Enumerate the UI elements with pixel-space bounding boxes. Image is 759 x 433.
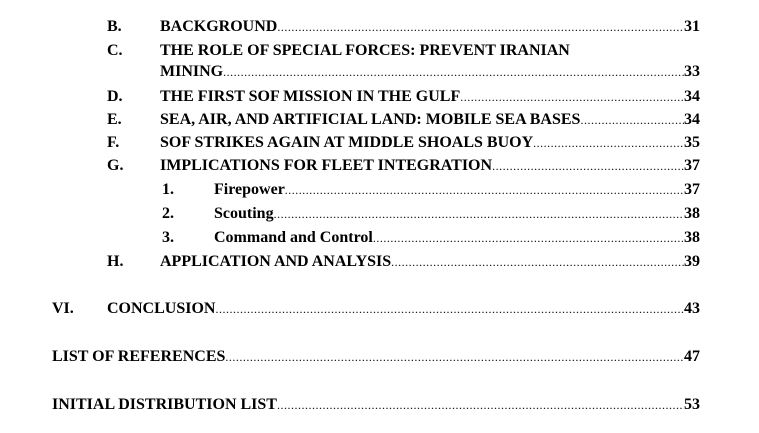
dot-leader xyxy=(492,159,684,173)
toc-chapter-title: CONCLUSION xyxy=(107,300,216,317)
dot-leader xyxy=(533,136,684,150)
dot-leader xyxy=(225,350,684,364)
dot-leader xyxy=(373,231,684,245)
toc-backmatter-title: LIST OF REFERENCES xyxy=(52,348,226,365)
toc-entry-page: 35 xyxy=(684,134,700,151)
toc-entry-page: 39 xyxy=(684,253,700,270)
toc-entry-h xyxy=(160,252,700,272)
toc-backmatter-page: 47 xyxy=(684,348,700,365)
toc-entry-c xyxy=(160,62,700,82)
toc-list-of-references xyxy=(52,347,700,367)
toc-entry-number: G. xyxy=(107,157,124,174)
toc-entry-b xyxy=(160,17,700,37)
toc-subentry-number: 3. xyxy=(162,229,174,246)
toc-entry-title: THE FIRST SOF MISSION IN THE GULF xyxy=(160,88,461,105)
toc-subentry-title: Scouting xyxy=(214,205,274,222)
dot-leader xyxy=(285,183,684,197)
toc-backmatter-title: INITIAL DISTRIBUTION LIST xyxy=(52,396,277,413)
toc-subentry-page: 38 xyxy=(684,229,700,246)
dot-leader xyxy=(460,90,684,104)
toc-subentry-3 xyxy=(214,228,700,248)
toc-entry-number: B. xyxy=(107,18,122,35)
toc-entry-page: 34 xyxy=(684,111,700,128)
toc-subentry-page: 38 xyxy=(684,205,700,222)
toc-entry-page: 31 xyxy=(684,18,700,35)
dot-leader xyxy=(580,113,684,127)
toc-subentry-page: 37 xyxy=(684,181,700,198)
toc-entry-page: 34 xyxy=(684,88,700,105)
dot-leader xyxy=(277,398,684,412)
toc-entry-title: BACKGROUND xyxy=(160,18,278,35)
toc-subentry-1 xyxy=(214,180,700,200)
toc-backmatter-page: 53 xyxy=(684,396,700,413)
toc-entry-number: C. xyxy=(107,42,123,59)
toc-entry-title: SOF STRIKES AGAIN AT MIDDLE SHOALS BUOY xyxy=(160,134,534,151)
toc-entry-title: MINING xyxy=(160,63,224,80)
dot-leader xyxy=(223,65,684,79)
dot-leader xyxy=(277,20,684,34)
toc-initial-distribution-list xyxy=(52,395,700,415)
toc-entry-f xyxy=(160,133,700,153)
toc-entry-d xyxy=(160,87,700,107)
toc-entry-number: F. xyxy=(107,134,120,151)
toc-entry-number: H. xyxy=(107,253,124,270)
toc-chapter-page: 43 xyxy=(684,300,700,317)
toc-entry-page: 33 xyxy=(684,63,700,80)
toc-chapter-conclusion xyxy=(107,299,700,319)
toc-entry-title: APPLICATION AND ANALYSIS xyxy=(160,253,392,270)
toc-subentry-title: Command and Control xyxy=(214,229,373,246)
toc-entry-title: SEA, AIR, AND ARTIFICIAL LAND: MOBILE SEA BASES xyxy=(160,111,581,128)
toc-subentry-number: 2. xyxy=(162,205,174,222)
toc-subentry-2 xyxy=(214,204,700,224)
toc-subentry-number: 1. xyxy=(162,181,174,198)
toc-entry-title: IMPLICATIONS FOR FLEET INTEGRATION xyxy=(160,157,493,174)
toc-entry-number: D. xyxy=(107,88,123,105)
toc-subentry-title: Firepower xyxy=(214,181,285,198)
toc-entry-title-line1: THE ROLE OF SPECIAL FORCES: PREVENT IRANIAN xyxy=(160,42,570,59)
toc-chapter-number: VI. xyxy=(52,300,74,317)
dot-leader xyxy=(274,207,684,221)
toc-entry-e xyxy=(160,110,700,130)
toc-entry-page: 37 xyxy=(684,157,700,174)
toc-entry-g xyxy=(160,156,700,176)
toc-entry-number: E. xyxy=(107,111,122,128)
dot-leader xyxy=(391,255,684,269)
dot-leader xyxy=(215,302,684,316)
